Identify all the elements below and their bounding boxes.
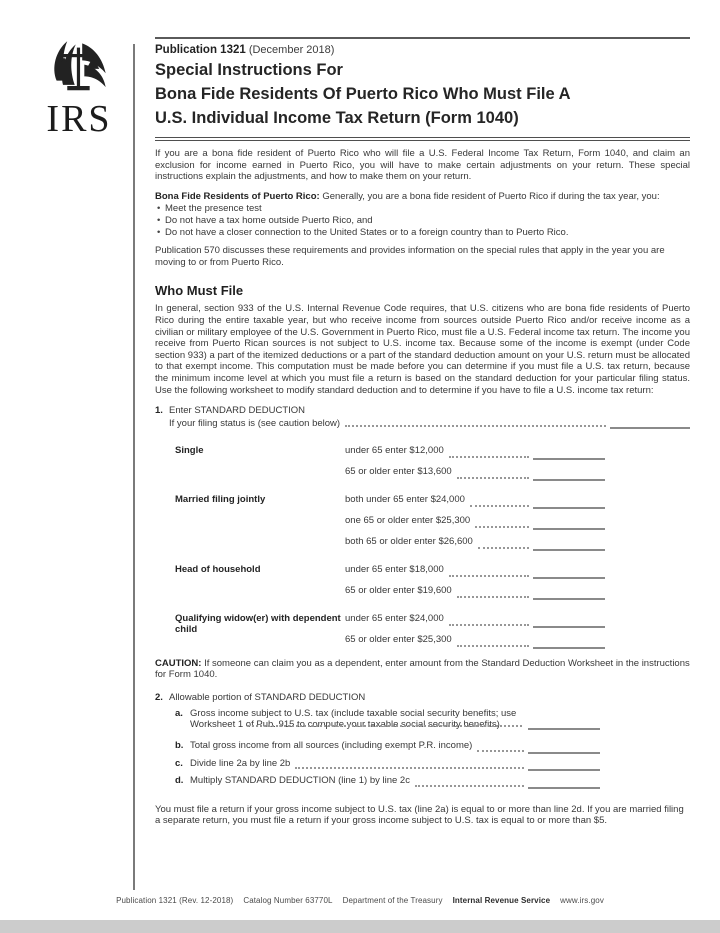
bona-fide-lead: Bona Fide Residents of Puerto Rico: — [155, 190, 320, 202]
top-rule — [155, 37, 690, 39]
item-text: Divide line 2a by line 2b — [190, 757, 291, 769]
filing-status-group-married-jointly — [155, 489, 690, 552]
caution-lead: CAUTION: — [155, 657, 202, 669]
closing-paragraph: You must file a return if your gross income subject to U.S. tax (line 2a) is equal to or more than line 2d. If you are married filing a separate return, you must file a return if your gross income subject to U.S. tax is equal to or more than $5. — [155, 803, 684, 827]
document-title-line-2: Bona Fide Residents Of Puerto Rico Who Must File A — [155, 85, 571, 103]
footer-publication: Publication 1321 (Rev. 12-2018) — [116, 896, 234, 905]
irs-logo — [36, 38, 122, 138]
entry-line — [533, 626, 605, 628]
entry-line — [533, 458, 605, 460]
deduction-option: under 65 enter $24,000 — [345, 612, 444, 624]
line1-header — [155, 405, 690, 417]
deduction-option-row — [345, 440, 605, 461]
document-title-line-1: Special Instructions For — [155, 61, 343, 79]
bullet-item — [155, 215, 690, 227]
deduction-option: both under 65 enter $24,000 — [345, 493, 465, 505]
publication-number: Publication 1321 — [155, 44, 246, 56]
publication-date: (December 2018) — [245, 44, 335, 56]
filing-status-group-single — [155, 440, 690, 482]
dotted-leader — [457, 645, 529, 647]
irs-wordmark: IRS — [46, 98, 112, 140]
caution-text: If someone can claim you as a dependent, enter amount from the Standard Deduction Worksheet in the instructions for Form 1040. — [155, 657, 690, 681]
dotted-leader — [457, 596, 529, 598]
deduction-option: both 65 or older enter $26,600 — [345, 535, 473, 547]
dotted-leader — [475, 526, 529, 528]
bona-fide-text: Generally, you are a bona fide resident of Puerto Rico if during the tax year, you: — [322, 190, 660, 202]
dotted-leader — [295, 767, 524, 769]
filing-status-label: Married filing jointly — [175, 493, 266, 505]
footer-website: www.irs.gov — [560, 896, 604, 905]
line2-item-d — [155, 772, 600, 790]
line2-item-c — [155, 755, 600, 773]
entry-line — [533, 577, 605, 579]
item-letter: a. — [175, 707, 183, 719]
bullet-icon: • — [157, 226, 161, 238]
filing-status-label: Head of household — [175, 563, 261, 575]
line1-subtitle: If your filing status is (see caution below) — [169, 417, 341, 429]
deduction-option-row — [345, 608, 605, 629]
deduction-option: one 65 or older enter $25,300 — [345, 514, 471, 526]
deduction-option: under 65 enter $12,000 — [345, 444, 444, 456]
deduction-option: 65 or older enter $13,600 — [345, 465, 452, 477]
irs-eagle-emblem — [47, 38, 111, 102]
scan-edge — [0, 920, 720, 933]
entry-line — [610, 427, 690, 429]
intro-paragraph: If you are a bona fide resident of Puerto Rico who will file a U.S. Federal Income Tax Return, Form 1040, and claim an exclusion for income earned in Puerto Rico, you will have to make certain adjustments on your return. These special instructions explain the adjustments, and how to make them on your return. — [155, 148, 690, 183]
page-footer — [0, 896, 720, 905]
deduction-option-row — [345, 510, 605, 531]
line2-item-a — [155, 708, 690, 732]
deduction-option-row — [345, 531, 605, 552]
footer-department: Department of the Treasury — [342, 896, 443, 905]
dotted-leader — [478, 547, 529, 549]
title-rule — [155, 137, 690, 141]
deduction-option-row — [345, 461, 605, 482]
entry-line — [533, 507, 605, 509]
deduction-option-row — [345, 629, 605, 650]
filing-status-label: Qualifying widow(er) with dependent child — [175, 612, 341, 636]
dotted-leader — [457, 477, 529, 479]
entry-line — [533, 528, 605, 530]
bullet-text: Do not have a closer connection to the United States or to a foreign country than to Puerto Rico. — [165, 226, 569, 238]
who-must-file-body: In general, section 933 of the U.S. Internal Revenue Code requires, that U.S. citizens who are bona fide residents of Puerto Rico during the entire taxable year, but who receive income from sources outside Puerto Rico and/or receive income as a civilian or military employee of the U.S. Government in Puerto Rico, must file a U.S. Federal income tax return. The income you receive from Puerto Rican sources is not subject to U.S. income tax. Because some of the income is exempt (under Code section 933) a part of the itemized deductions or a part of the standard deduction amount on your U.S. return must be allocated to that exempt income. This computation must be made before you can determine if you must file a U.S. tax return, because the minimum income level at which you must file a return is based on the standard deduction for your particular filing status. Use the following worksheet to modify standard deduction and to determine if you have to file a U.S. income tax return: — [155, 303, 690, 396]
entry-line — [533, 598, 605, 600]
caution-note — [155, 658, 690, 681]
entry-line — [533, 647, 605, 649]
entry-line — [533, 549, 605, 551]
bona-fide-paragraph — [155, 191, 690, 203]
filing-status-label: Single — [175, 444, 204, 456]
line2-section — [155, 692, 690, 790]
dotted-leader — [415, 785, 524, 787]
line1-number: 1. — [155, 405, 163, 417]
deduction-option-row — [345, 489, 605, 510]
filing-status-groups — [155, 440, 690, 650]
filing-status-group-qualifying-widower — [155, 608, 690, 650]
pub-570-note: Publication 570 discusses these requirements and provides information on the special rules that apply in the year you are moving to or from Puerto Rico. — [155, 245, 665, 268]
dotted-leader — [477, 750, 524, 752]
line1-title: Enter STANDARD DEDUCTION — [169, 405, 306, 417]
dotted-leader — [247, 725, 522, 727]
footer-catalog: Catalog Number 63770L — [243, 896, 333, 905]
bullet-item — [155, 203, 690, 215]
deduction-option: 65 or older enter $19,600 — [345, 584, 452, 596]
bullet-icon: • — [157, 203, 161, 215]
dotted-leader — [449, 575, 529, 577]
dotted-leader — [470, 505, 529, 507]
line1-subtitle-row — [169, 418, 690, 430]
who-must-file-heading: Who Must File — [155, 283, 244, 299]
entry-line — [528, 787, 600, 789]
deduction-option: 65 or older enter $25,300 — [345, 633, 452, 645]
line2-item-b — [155, 737, 600, 755]
item-letter: b. — [175, 740, 184, 752]
filing-status-group-head-of-household — [155, 559, 690, 601]
line2-title: Allowable portion of STANDARD DEDUCTION — [169, 691, 366, 703]
bullet-text: Meet the presence test — [165, 203, 262, 215]
entry-line — [533, 479, 605, 481]
deduction-option-row — [345, 580, 605, 601]
dotted-leader — [449, 624, 529, 626]
item-text: Gross income subject to U.S. tax (include taxable social security benefits; use Worksheet 1 of Pub. 915 to compute your taxable social security benefits) — [190, 707, 517, 731]
deduction-option: under 65 enter $18,000 — [345, 563, 444, 575]
deduction-option-row — [345, 559, 605, 580]
document-title-line-3: U.S. Individual Income Tax Return (Form 1040) — [155, 109, 519, 127]
item-letter: c. — [175, 757, 183, 769]
dotted-leader — [345, 425, 606, 427]
item-text: Total gross income from all sources (including exempt P.R. income) — [190, 740, 473, 752]
entry-line — [528, 769, 600, 771]
entry-line — [528, 752, 600, 754]
item-text: Multiply STANDARD DEDUCTION (line 1) by line 2c — [190, 775, 410, 787]
document-body — [155, 33, 690, 827]
vertical-rule — [133, 44, 135, 890]
line2-header — [155, 692, 690, 704]
entry-line — [528, 728, 600, 730]
dotted-leader — [449, 456, 529, 458]
worksheet — [155, 405, 690, 827]
line2-number: 2. — [155, 691, 163, 703]
bona-fide-bullets — [155, 203, 690, 238]
bullet-text: Do not have a tax home outside Puerto Rico, and — [165, 214, 373, 226]
bullet-icon: • — [157, 214, 161, 226]
publication-line — [155, 44, 690, 57]
footer-service: Internal Revenue Service — [452, 896, 551, 905]
bullet-item — [155, 227, 690, 239]
item-letter: d. — [175, 775, 184, 787]
